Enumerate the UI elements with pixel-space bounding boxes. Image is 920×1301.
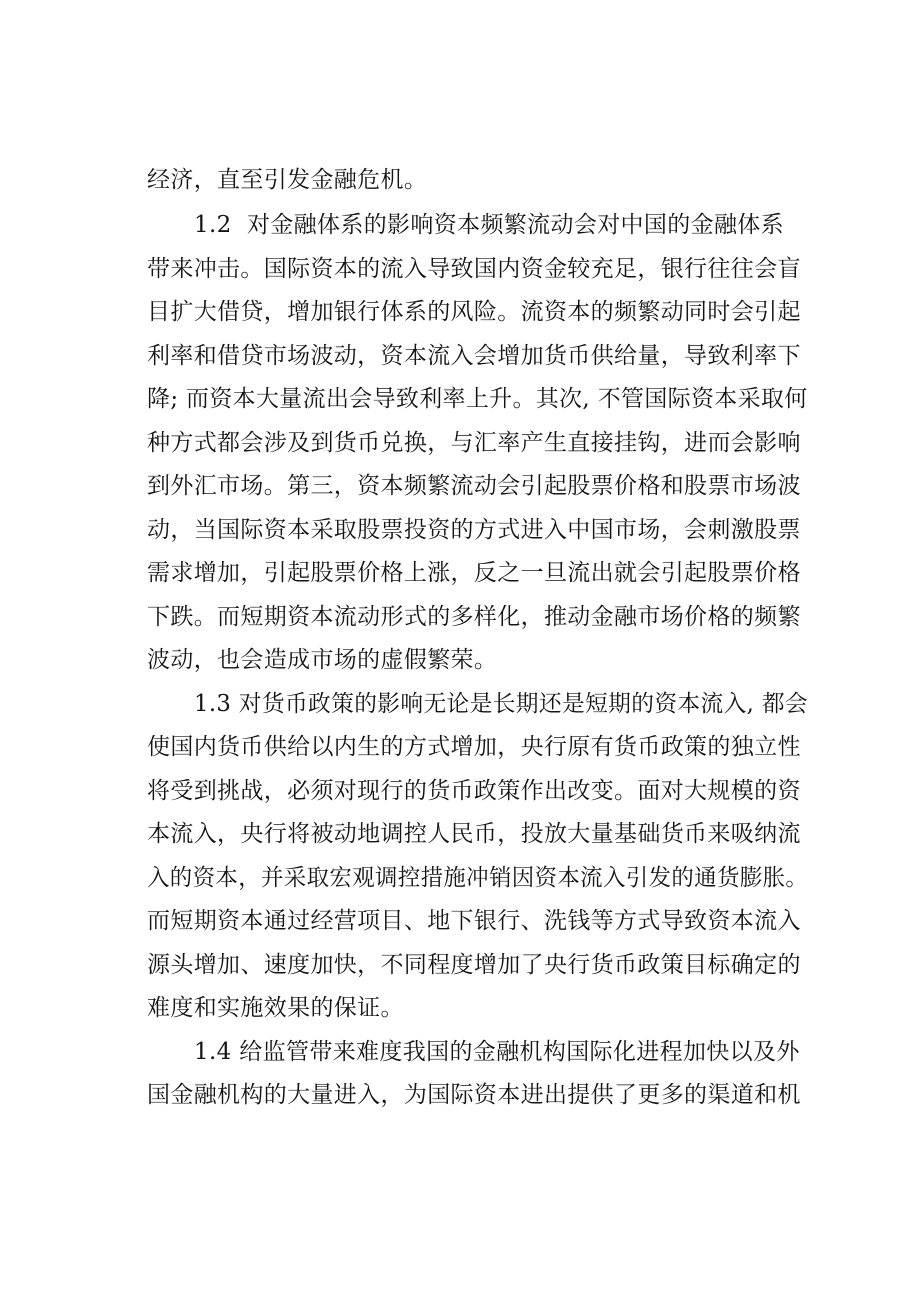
section-heading-line: 1.2 对金融体系的影响资本频繁流动会对中国的金融体系 [194, 212, 784, 238]
text-line: 下跌。而短期资本流动形式的多样化，推动金融市场价格的频繁 [147, 604, 801, 630]
text-line: 源头增加、速度加快，不同程度增加了央行货币政策目标确定的 [147, 952, 801, 978]
text-line: 而短期资本通过经营项目、地下银行、洗钱等方式导致资本流入 [147, 908, 801, 934]
text-line: 带来冲击。国际资本的流入导致国内资金较充足，银行往往会盲 [147, 256, 801, 282]
text-line: 目扩大借贷，增加银行体系的风险。流资本的频繁动同时会引起 [147, 299, 801, 325]
text-line: 动，当国际资本采取股票投资的方式进入中国市场，会刺激股票 [147, 517, 801, 543]
text-line: 经济，直至引发金融危机。 [147, 167, 428, 193]
text-line: 使国内货币供给以内生的方式增加，央行原有货币政策的独立性 [147, 734, 801, 760]
text-line: 国金融机构的大量进入，为国际资本进出提供了更多的渠道和机 [147, 1082, 801, 1108]
text-line: 到外汇市场。第三，资本频繁流动会引起股票价格和股票市场波 [147, 473, 801, 499]
text-line: 利率和借贷市场波动，资本流入会增加货币供给量，导致利率下 [147, 343, 801, 369]
text-line: 入的资本，并采取宏观调控措施冲销因资本流入引发的通货膨胀。 [147, 865, 809, 891]
section-heading-line: 1.3 对货币政策的影响无论是长期还是短期的资本流入, 都会 [194, 691, 808, 717]
text-line: 本流入，央行将被动地调控人民币，投放大量基础货币来吸纳流 [147, 821, 801, 847]
text-line: 难度和实施效果的保证。 [147, 995, 404, 1021]
text-line: 将受到挑战，必须对现行的货币政策作出改变。面对大规模的资 [147, 778, 801, 804]
text-line: 需求增加，引起股票价格上涨，反之一旦流出就会引起股票价格 [147, 560, 801, 586]
text-line: 波动，也会造成市场的虚假繁荣。 [147, 647, 498, 673]
section-heading-line: 1.4 给监管带来难度我国的金融机构国际化进程加快以及外 [194, 1039, 800, 1065]
text-line: 降; 而资本大量流出会导致利率上升。其次, 不管国际资本采取何 [147, 386, 808, 412]
text-line: 种方式都会涉及到货币兑换，与汇率产生直接挂钩，进而会影响 [147, 430, 801, 456]
